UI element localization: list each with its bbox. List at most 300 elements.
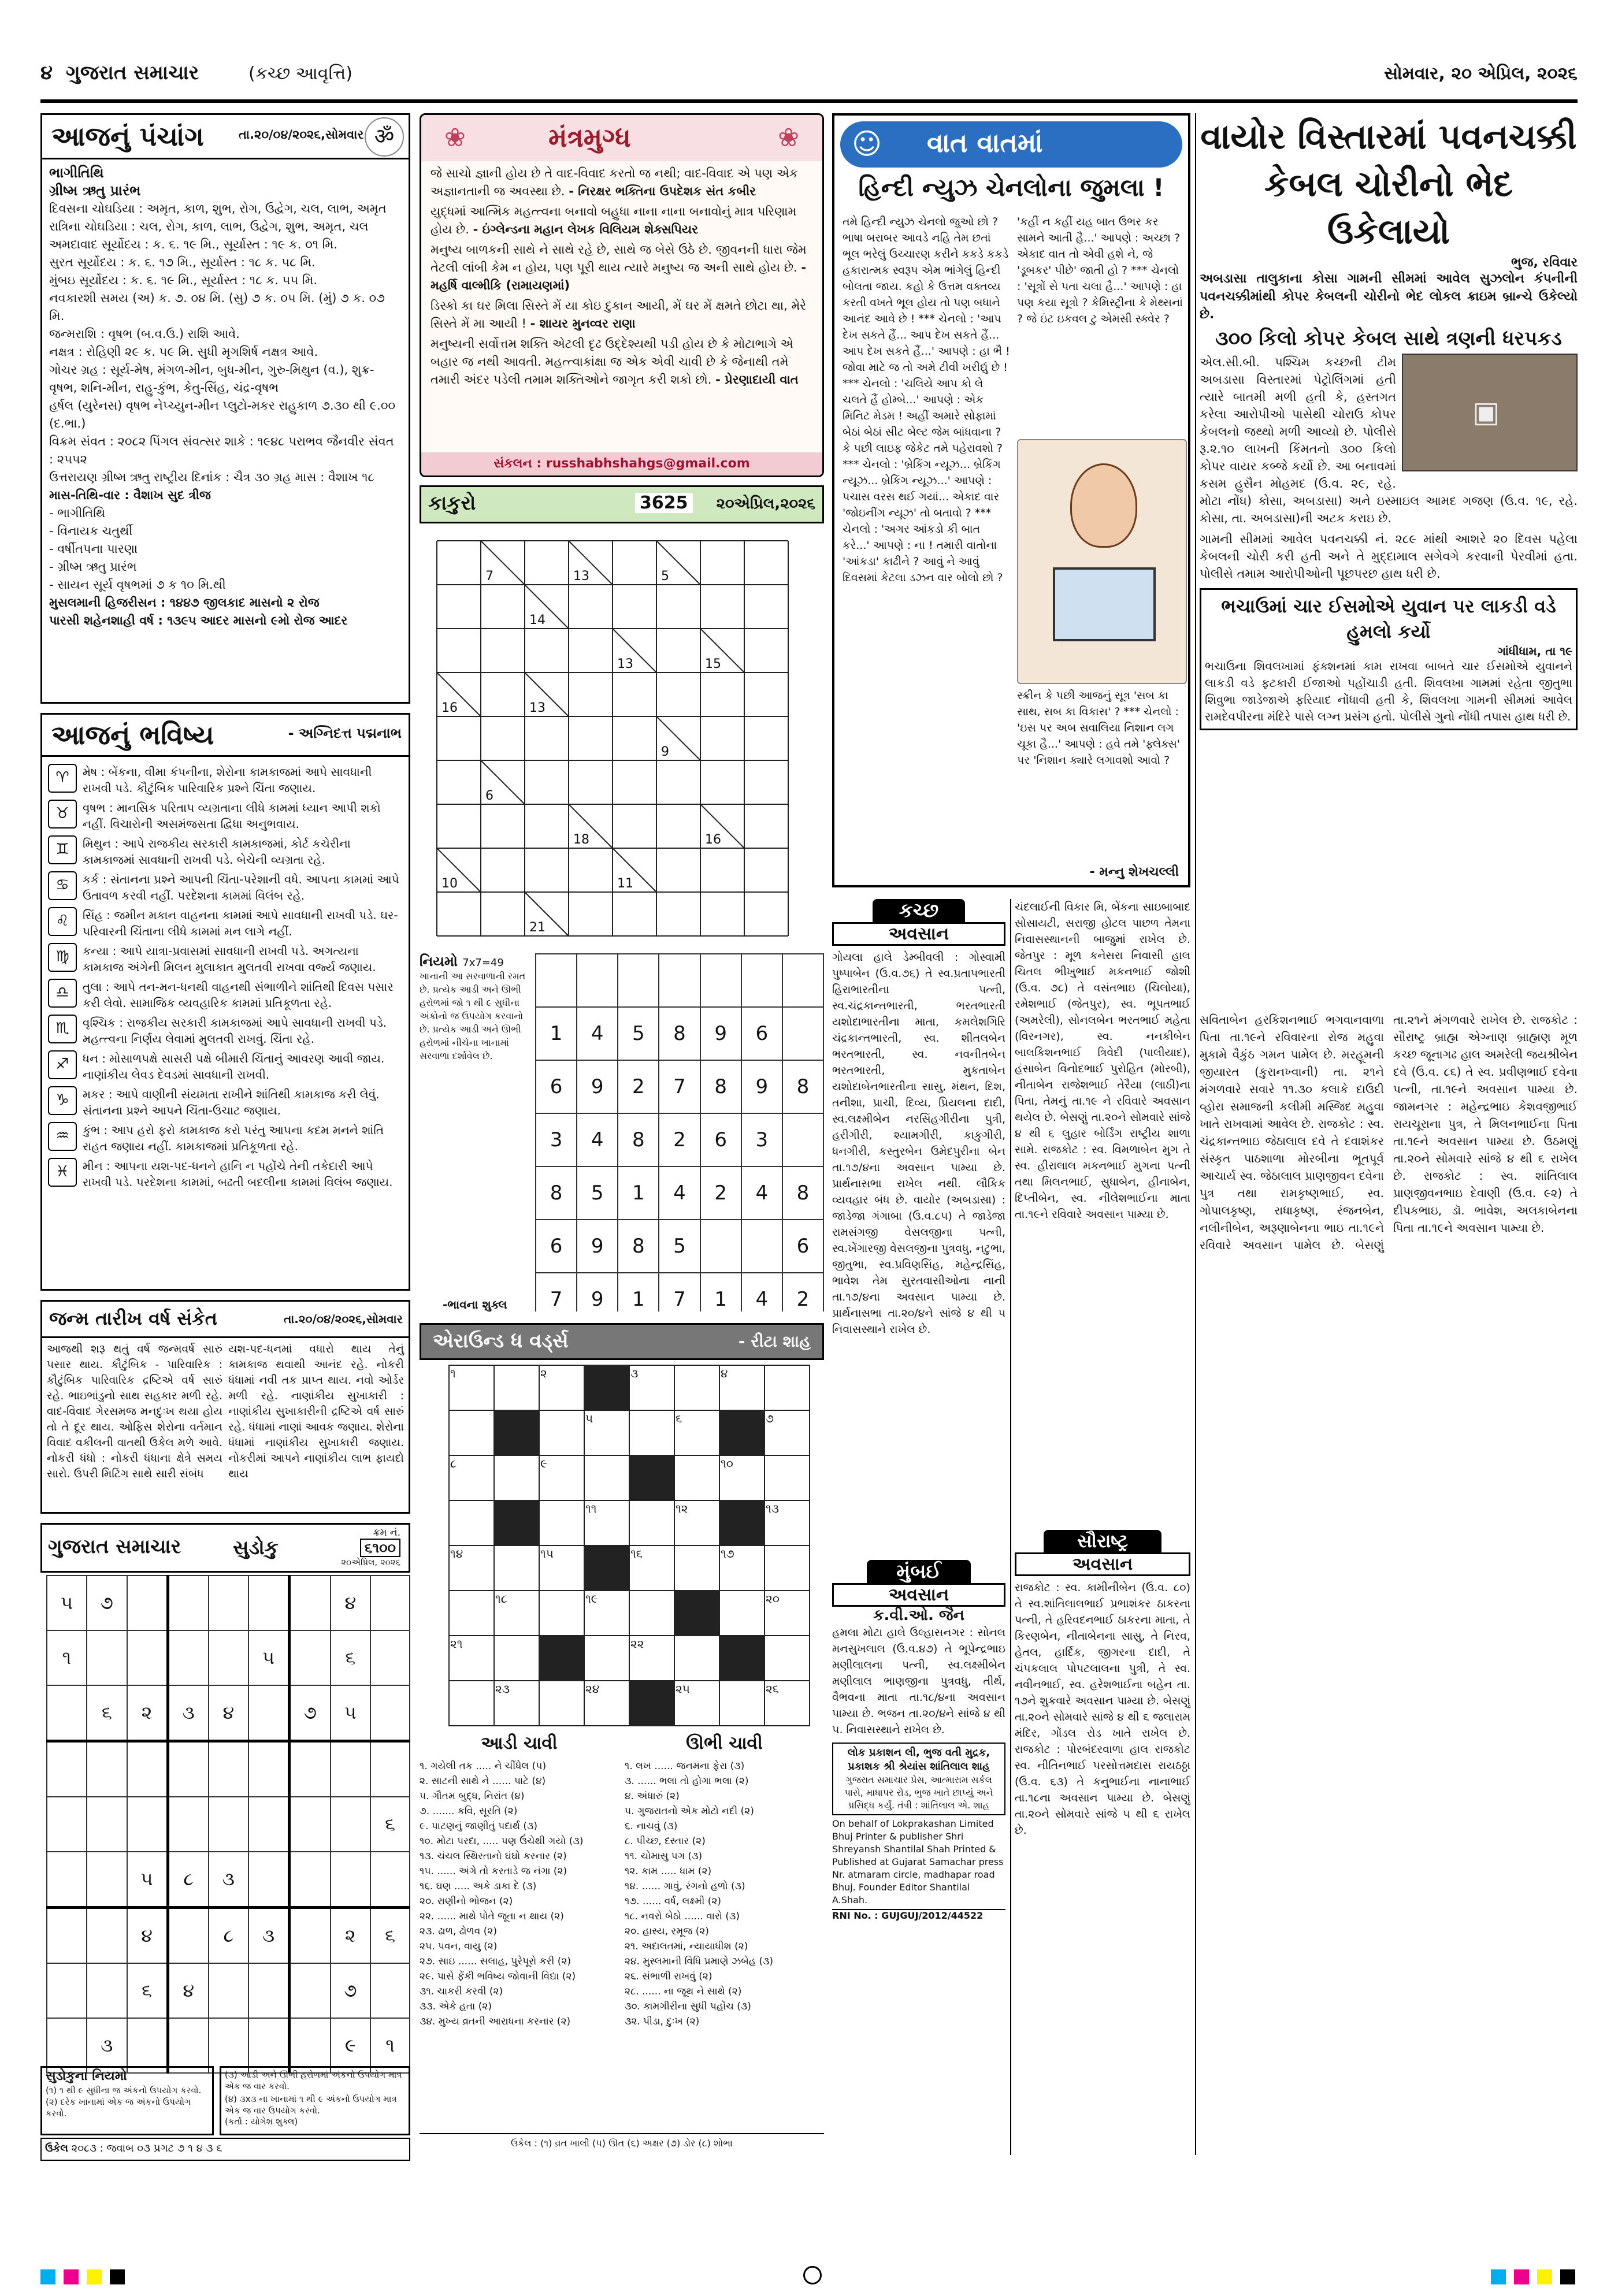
down-clue: ૬. નાચવું (૩): [625, 1821, 678, 1832]
nimbo-cell[interactable]: 2: [618, 1060, 659, 1113]
panchang-line: વિક્રમ સંવત : ૨૦૮૨ પિંગલ સંવત્સર શાકે : ૧૯૪૮ પરાભવ જૈનવીર સંવત : ૨૫૫૨: [49, 434, 394, 466]
nimbo-cell[interactable]: 4: [741, 1273, 782, 1312]
panchang-line: - વર્ષીતપના પારણા: [49, 542, 138, 556]
crossword-cell[interactable]: [765, 1545, 810, 1591]
sudoku-cell[interactable]: ૫: [127, 1852, 168, 1908]
crossword-cell[interactable]: [765, 1455, 810, 1500]
sudoku-cell[interactable]: [47, 1685, 87, 1741]
nimbo-cell[interactable]: [741, 954, 782, 1007]
sudoku-cell[interactable]: [47, 1963, 87, 2018]
nimbo-cell[interactable]: 7: [659, 1060, 700, 1113]
vaat-col1: તમે હિન્દી ન્યુઝ ચેનલો જુઓ છો ? ભાષા બરાબર આવડે નહિ તેમ છતાં ભૂલ ભરેલું ઉચ્ચારણ કરીને કકડે કકડે હકારાત્મક સ્વરૂપ એમ ભાંગેલું હિન્દી બોલતા જાય. કહો કે ઉત્તમ વક્તવ્ય કરતી વખતે ભૂલ હોય તો પણ બધાને આનંદ આવે છે ! *** ચેનલો : 'આપ દેખ સકતે હૈં... આપ દેખ સકતે હૈં... આપ દેખ સકતે હૈં...' આપણે : હા ભૈ ! જોવા માટે જ તો અમે ટીવી ખરીદ્યું છે ! *** ચેનલો : 'ચલિયે આપ કો લે ચલતે હૈં હોમ્બે...' આપણે : એક મિનિટ મેડમ ! અહીં અમારે સોફામાં બેઠાં બેઠાં સીટ બેલ્ટ જેમ બાંધવાના ? કે પછી લાઇફ જેકેટ તમે પહેરાવશો ? *** ચેનલો : 'બ્રેકિંગ ન્યૂઝ... બ્રેકિંગ ન્યૂઝ... બ્રેકિંગ ન્યૂઝ...' આપણે : પચાસ વરસ થઈ ગયાં... એકાદ વાર 'જોઇનીંગ ન્યૂઝ' તો બતાવો ? *** ચેનલો : 'અગર આંકડો કી બાત કરે...' આપણે : ના ! તમારી વાતોના 'આંકડા' કાઢીને ? આવું ને આવું દિવસમાં કેટલા ડઝન વાર બોલો છો ?: [843, 216, 1010, 584]
across-clue-list: [420, 1759, 619, 2029]
crossword-cell[interactable]: [539, 1681, 584, 1726]
nimbo-cell[interactable]: 6: [700, 1113, 741, 1166]
nimbo-title: નિયમો: [420, 953, 458, 969]
sudoku-cell[interactable]: [248, 2018, 290, 2073]
sudoku-cell[interactable]: [290, 1963, 331, 2018]
crossword-cell[interactable]: [494, 1636, 539, 1681]
nimbo-cell[interactable]: [536, 954, 577, 1007]
panchang-box: [40, 113, 410, 704]
sudoku-cell[interactable]: ૧: [47, 1630, 87, 1685]
nimbo-cell[interactable]: 8: [618, 1220, 659, 1273]
vaat-title: વાત વાતમાં: [927, 127, 1043, 158]
sudoku-row: [47, 2018, 410, 2073]
sudoku-cell[interactable]: [209, 2018, 248, 2073]
nimbo-cell[interactable]: [782, 1007, 823, 1060]
sudoku-cell[interactable]: ૧: [370, 2018, 410, 2073]
masthead-name: ગુજરાત સમાચાર: [66, 61, 199, 84]
sudoku-cell[interactable]: [87, 1963, 127, 2018]
sudoku-cell[interactable]: [331, 1741, 371, 1797]
kakuro-clue: 9: [661, 745, 669, 759]
bhavishya-box: [40, 713, 410, 1291]
nimbo-cell[interactable]: 4: [741, 1166, 782, 1220]
crossword-cell[interactable]: [494, 1365, 539, 1410]
sudoku-cell[interactable]: ૭: [331, 1963, 371, 2018]
rashi-text: વૃશ્ચિક : રાજકીય સરકારી કામકાજમાં આપે સાવધાની રાખવી પડે. મહત્ત્વના નિર્ણય લેવામાં મુલતવી રાખવું. ચિંતા રહે.: [83, 1016, 387, 1046]
crossword-cell[interactable]: [674, 1636, 719, 1681]
sudoku-cell[interactable]: [248, 1963, 290, 2018]
crossword-cell[interactable]: [449, 1455, 494, 1500]
kakuro-clue: 21: [529, 920, 545, 935]
quote-author: - પ્રેરણાદાયી વાત: [715, 373, 799, 387]
nimbo-cell[interactable]: [618, 954, 659, 1007]
kutch-tag: કચ્છ: [873, 899, 965, 922]
nimbo-cell[interactable]: 9: [700, 1007, 741, 1060]
crossword-cell[interactable]: [449, 1681, 494, 1726]
crossword-cell[interactable]: [449, 1636, 494, 1681]
crossword-number: ૨૧: [450, 1637, 463, 1651]
sudoku-cell[interactable]: ૩: [248, 1908, 290, 1964]
nimbo-cell[interactable]: 9: [577, 1273, 618, 1312]
sudoku-row: [47, 1741, 410, 1797]
crossword-cell[interactable]: [629, 1545, 674, 1591]
crossword-cell[interactable]: [719, 1591, 765, 1636]
down-clue: ૪. અંધારું (૨): [625, 1790, 680, 1802]
sudoku-solution: ૨૦૮૩ : જવાબ ૦૩ પ્રગટ ૭ ૧ ૪ ૩ ૬: [71, 2142, 222, 2154]
obit-right-text: સવિતાબેન હરકિશનભાઈ ભગવાનવાળા પિતા તા.૧૯ને રવિવારના રોજ મહુવા મુકામે વૈકુંઠ ગમન પામેલ છે. મરહૂમની જીયારત (કુરાનખ્વાની) તા. ૨૧ને મંગળવારે સવારે ૧૧.૩૦ કલાકે દાઉદી વ્હોરા સમાજની કલીમી મસ્જિદ મહુવા ખાતે રાખવામાં આવેલ છે. રાજકોટ : સ્વ. ચંદ્રકાન્તભાઇ જેઠાલાલ દવે તે દવાશંકર સંસ્કૃત પાઠશાળા મોરબીના ભૂતપૂર્વ આચાર્ય સ્વ. જેઠાલાલ પ્રાણજીવન દવેના પુત્ર તથા રામકૃષ્ણભાઈ, સ્વ. ગોપાલકૃષ્ણ, રાધાકૃષ્ણ, રંજનબેન, નલીનીબેન, અરૂણાબેનના ભાઇ તા.૧૯ને રવિવારે અવસાન પામેલ છે. બેસણું તા.૨૧ને મંગળવારે રાખેલ છે. રાજકોટ : સૌરાષ્ટ્ર બ્રાહ્મ એગ્નાણ બ્રાહ્મણ મૂળ કચ્છ જૂનાગઢ હાલ અમરેલી જયશ્રીબેન દવે (ઉ.વ. ૮૬) તે સ્વ. પ્રવીણભાઈ દવેના પત્ની, તા.૧૯ને અવસાન પામ્યા છે. જામનગર : મહેન્દ્રભાઇ કેશવજીભાઈ રાયચૂરાના પુત્ર, તે મિલનભાઈના પિતા તા.૧૯ને અવસાન પામ્યા છે. ઉઠમણું તા.૨૦ને સોમવારે સાંજે ૪ થી ૬ રાખેલ છે. રાજકોટ : સ્વ. શાંતિલાલ પ્રાણજીવનભાઇ દેવાણી (ઉ.વ. ૯૨) તે દીપકભાઇ, ડૉ. ભાવેશ, અલકાબેનના પિતા તા.૧૯ને અવસાન પામ્યા છે.: [1200, 1013, 1578, 1252]
sudoku-cell[interactable]: [331, 1852, 371, 1908]
registration-mark-icon: [1514, 2269, 1529, 2284]
crossword-cell[interactable]: [494, 1681, 539, 1726]
nimbo-cell[interactable]: 4: [659, 1166, 700, 1220]
sudoku-cell[interactable]: [248, 1576, 290, 1630]
sudoku-cell[interactable]: [290, 1630, 331, 1685]
header-date: સોમવાર, ૨૦ એપ્રિલ, ૨૦૨૬: [1384, 64, 1578, 84]
sudoku-row: [47, 1630, 410, 1685]
nimbo-cell[interactable]: 1: [618, 1273, 659, 1312]
sudoku-cell[interactable]: [290, 2018, 331, 2073]
rashi-item: [48, 1050, 403, 1083]
sudoku-cell[interactable]: ૪: [168, 1963, 209, 2018]
nimbo-cell[interactable]: [782, 954, 823, 1007]
across-clue: ૩૧. ચાકરી કરવી (૨): [420, 1986, 503, 1997]
crossword-block: [494, 1410, 539, 1455]
nimbo-cell[interactable]: [741, 1220, 782, 1273]
crossword-cell[interactable]: [539, 1591, 584, 1636]
crossword-cell[interactable]: [674, 1455, 719, 1500]
down-clue: ૩૦. કામગીરીના સુધી પહોંચ (૩): [625, 2001, 751, 2012]
across-clue: ૧૫. ...... અંગે તો કરતાડે જ નંગા (૨): [420, 1866, 567, 1877]
crossword-number: ૨૫: [676, 1682, 690, 1696]
nimbo-cell[interactable]: 9: [577, 1220, 618, 1273]
sudoku-cell[interactable]: [127, 1741, 168, 1797]
sudoku-cell[interactable]: [127, 1576, 168, 1630]
sudoku-cell[interactable]: ૪: [209, 1685, 248, 1741]
sudoku-cell[interactable]: [127, 1630, 168, 1685]
crossword-block: [629, 1681, 674, 1726]
nimbo-cell[interactable]: 3: [536, 1113, 577, 1166]
sudoku-cell[interactable]: [209, 1741, 248, 1797]
sudoku-cell[interactable]: ૬: [331, 1630, 371, 1685]
sudoku-cell[interactable]: [370, 1741, 410, 1797]
across-clue: ૧૬. ઘણ ..... અકે ડાકા દે (૩): [420, 1881, 537, 1892]
crossword-row: [449, 1545, 810, 1591]
panchang-line: - ભાગીતિથિ: [49, 506, 106, 520]
crossword-cell[interactable]: [765, 1500, 810, 1545]
crossword-cell[interactable]: [494, 1545, 539, 1591]
registration-mark-icon: [64, 2269, 79, 2284]
down-clue: ૨૦. હાસ્ય, રમૂજ (૨): [625, 1926, 709, 1937]
sudoku-cell[interactable]: [168, 1741, 209, 1797]
janma-date: તા.૨૦/૦૪/૨૦૨૬,સોમવાર: [284, 1312, 403, 1326]
sagittarius-icon: ♐: [48, 1050, 77, 1079]
sudoku-cell[interactable]: [168, 1630, 209, 1685]
nimbo-cell[interactable]: 1: [536, 1007, 577, 1060]
crossword-number: ૨૦: [766, 1592, 780, 1606]
crossword-cell[interactable]: [584, 1591, 629, 1636]
sudoku-cell[interactable]: [290, 1576, 331, 1630]
sudoku-cell[interactable]: ૭: [290, 1685, 331, 1741]
sudoku-row: [47, 1852, 410, 1908]
rashi-item: [48, 871, 403, 904]
across-clue: ૨૭. સાઇ ...... સલાહ, પુરેપૂરો કરી (૨): [420, 1956, 571, 1967]
sudoku-cell[interactable]: ૫: [47, 1576, 87, 1630]
sudoku-title: સુડોકુ: [233, 1536, 279, 1559]
nimbo-cell[interactable]: 1: [618, 1166, 659, 1220]
crossword-cell[interactable]: [539, 1410, 584, 1455]
crossword-cell[interactable]: [539, 1365, 584, 1410]
sudoku-cell[interactable]: [127, 2018, 168, 2073]
sudoku-cell[interactable]: [331, 1797, 371, 1852]
crossword-cell[interactable]: [584, 1500, 629, 1545]
crossword-cell[interactable]: [765, 1636, 810, 1681]
crossword-cell[interactable]: [449, 1365, 494, 1410]
panchang-line: નક્ષત્ર : રોહિણી ૨૯ ક. ૫૯ મિ. સુધી મૃગશિર્ષ નક્ષત્ર આવે.: [49, 345, 318, 359]
nimbo-cell[interactable]: 2: [700, 1166, 741, 1220]
panchang-line: ભાગીતિથિ: [49, 165, 104, 181]
crossword-number: ૧: [450, 1366, 456, 1380]
sudoku-cell[interactable]: ૩: [209, 1852, 248, 1908]
lotus-icon: ❀: [444, 123, 466, 153]
registration-strip: [0, 2242, 1618, 2296]
nimbo-cell[interactable]: 1: [700, 1273, 741, 1312]
nimbo-cell[interactable]: 4: [577, 1113, 618, 1166]
sudoku-cell[interactable]: [168, 2018, 209, 2073]
nimbo-cell[interactable]: [782, 1113, 823, 1166]
crossword-cell[interactable]: [629, 1636, 674, 1681]
sudoku-cell[interactable]: ૯: [331, 2018, 371, 2073]
nimbo-cell[interactable]: [700, 954, 741, 1007]
sudoku-cell[interactable]: [370, 1576, 410, 1630]
nimbo-cell[interactable]: 6: [782, 1220, 823, 1273]
crossword-number: ૫: [585, 1411, 593, 1425]
sudoku-cell[interactable]: [168, 1908, 209, 1964]
down-clue: ૧૪. ...... ગાવું, રંગનો હળો (૩): [625, 1881, 745, 1892]
sudoku-cell[interactable]: [370, 1852, 410, 1908]
crossword-cell[interactable]: [584, 1410, 629, 1455]
crossword-title: એરાઉન્ડ ધ વર્ડ્સ: [433, 1329, 569, 1353]
quote-text: જે સાચો જ્ઞાની હોય છે તે વાદ-વિવાદ કરતો જ નથી; વાદ-વિવાદ એ પણ એક અજ્ઞાનતાની જ અવસ્થા છે.: [431, 166, 798, 198]
sudoku-solution-label: ઉકેલ: [45, 2142, 68, 2154]
crossword-cell[interactable]: [674, 1500, 719, 1545]
nimbo-cell[interactable]: 8: [536, 1166, 577, 1220]
crossword-row: [449, 1410, 810, 1455]
rashi-text: મીન : આપના યશ-પદ-ધનને હાનિ ન પહોંચે તેની તકેદારી આપે રાખવી પડે. પરદેશના કામમાં, બઢતી બદલીના કામમાં વિલંબ જણાય.: [83, 1159, 393, 1189]
crossword-cell[interactable]: [674, 1410, 719, 1455]
bhachau-box: [1200, 588, 1578, 730]
rashi-text: મકર : આપે વાણીની સંયમતા રાખીને શાંતિથી કામકાજ કરી લેવું. સંતાનના પ્રશ્ને આપને ચિંતા-ઉચાટ જણાય.: [83, 1087, 380, 1117]
sudoku-cell[interactable]: ૩: [168, 1685, 209, 1741]
saurashtra-tag: સૌરાષ્ટ્ર: [1044, 1530, 1161, 1552]
nimbo-cell[interactable]: 2: [782, 1273, 823, 1312]
vaat-author: - મન્નુ શેખચલ્લી: [1089, 865, 1179, 879]
panchang-line: ગોચર ગ્રહ : સૂર્ય-મેષ, મંગળ-મીન, બુધ-મીન, ગુરુ-મિથુન (વ.), શુક્ર-વૃષભ, શનિ-મીન, રાહુ-કુંભ, કેતુ-સિંહ, ચંદ્ર-વૃષભ: [49, 363, 374, 395]
crossword-cell[interactable]: [674, 1681, 719, 1726]
sudoku-cell[interactable]: ૩: [87, 2018, 127, 2073]
sudoku-cell[interactable]: [248, 1741, 290, 1797]
wind-sub: ૩૦૦ કિલો કોપર કેબલ સાથે ત્રણની ધરપકડ: [1215, 327, 1562, 350]
sudoku-cell[interactable]: ૨: [331, 1908, 371, 1964]
mantra-quote: [431, 297, 813, 333]
mantra-title-band: [421, 115, 822, 161]
wind-intro: અબડાસા તાલુકાના કોસા ગામની સીમમાં આવેલ સુઝલોન કંપનીની પવનચક્કીમાંથી કોપર કેબલની ચોરીનો ભેદ લોકલ ક્રાઇમ બ્રાન્ચે ઉકેલ્યો છે.: [1200, 272, 1578, 322]
across-clue: ૯. પાટણનું જાણીતું પદાર્થ (૩): [420, 1821, 537, 1832]
sudoku-cell[interactable]: [209, 1797, 248, 1852]
nimbo-cell[interactable]: 7: [659, 1273, 700, 1312]
crossword-cell[interactable]: [765, 1591, 810, 1636]
sudoku-cell[interactable]: [87, 1630, 127, 1685]
crossword-cell[interactable]: [494, 1455, 539, 1500]
crossword-cell[interactable]: [449, 1410, 494, 1455]
nimbo-cell[interactable]: 3: [741, 1113, 782, 1166]
nimbo-cell[interactable]: 2: [659, 1113, 700, 1166]
sudoku-cell[interactable]: [47, 1908, 87, 1964]
vaat-subtitle: હિન્દી ન્યુઝ ચેનલોના જુમલા !: [858, 173, 1164, 202]
crossword-cell[interactable]: [674, 1545, 719, 1591]
nimbo-cell[interactable]: 6: [536, 1060, 577, 1113]
sudoku-cell[interactable]: [370, 1630, 410, 1685]
sudoku-cell[interactable]: ૫: [248, 1630, 290, 1685]
panchang-date: તા.૨૦/૦૪/૨૦૨૬,સોમવાર: [239, 128, 364, 142]
across-clue: ૧૩. ચંચલ સ્થિરતાનો ઘંઘો કરનાર (૨): [420, 1851, 567, 1862]
crossword-cell[interactable]: [719, 1545, 765, 1591]
sudoku-cell[interactable]: [47, 1741, 87, 1797]
nimbo-cell[interactable]: [577, 954, 618, 1007]
mumbai-tag: મુંબઈ: [867, 1560, 971, 1583]
crossword-number: ૧૪: [450, 1547, 463, 1561]
sudoku-cell[interactable]: [87, 1741, 127, 1797]
across-clue: ૩૪. મુખ્ય વ્રતની આરાધના કરનાર (૨): [420, 2016, 571, 2027]
crossword-cell[interactable]: [629, 1591, 674, 1636]
sudoku-cell[interactable]: [290, 1741, 331, 1797]
sudoku-cell[interactable]: ૫: [331, 1685, 371, 1741]
sudoku-cell[interactable]: ૪: [331, 1576, 371, 1630]
sudoku-cell[interactable]: [168, 1797, 209, 1852]
nimbo-cell[interactable]: 5: [659, 1220, 700, 1273]
sudoku-cell[interactable]: [209, 1576, 248, 1630]
sudoku-cell[interactable]: ૬: [370, 1797, 410, 1852]
across-clue: ૧. ગયેલી તક ..... ને ચીંધેલ (૫): [420, 1760, 547, 1772]
sudoku-rules-box: [40, 2066, 214, 2135]
crossword-cell[interactable]: [584, 1636, 629, 1681]
tv-icon: [1053, 567, 1156, 641]
sudoku-cell[interactable]: ૬: [370, 1908, 410, 1964]
nimbo-cell[interactable]: [700, 1220, 741, 1273]
panchang-line: - ગ્રીષ્મ ઋતુ પ્રારંભ: [49, 560, 137, 574]
page-header: [40, 55, 1578, 96]
quote-text: યુદ્ધમાં આત્મિક મહત્ત્વના બનાવો બહુધા નાના નાના બનાવોનું માત્ર પરિણામ હોય છે.: [431, 205, 797, 236]
libra-icon: ♎: [48, 979, 77, 1008]
sudoku-cell[interactable]: [209, 1963, 248, 2018]
crossword-cell[interactable]: [629, 1500, 674, 1545]
crossword-cell[interactable]: [539, 1455, 584, 1500]
kakuro-number: 3625: [635, 493, 693, 513]
kakuro-title-band: [420, 485, 824, 523]
crossword-cell[interactable]: [449, 1545, 494, 1591]
crossword-cell[interactable]: [539, 1500, 584, 1545]
obit-right-col: [1200, 1011, 1578, 2155]
sudoku-cell[interactable]: [290, 1852, 331, 1908]
kakuro-clue: 7: [485, 569, 493, 584]
crossword-block: [494, 1500, 539, 1545]
nimbo-cell[interactable]: 9: [577, 1060, 618, 1113]
sudoku-cell[interactable]: [47, 1852, 87, 1908]
nimbo-box: [420, 953, 824, 1312]
crossword-cell[interactable]: [765, 1365, 810, 1410]
nimbo-cell[interactable]: 5: [618, 1007, 659, 1060]
crossword-cell[interactable]: [584, 1681, 629, 1726]
rashi-item: [48, 943, 403, 975]
nimbo-cell[interactable]: 6: [741, 1007, 782, 1060]
crossword-cell[interactable]: [765, 1681, 810, 1726]
kutch-title: અવસાન: [832, 922, 1005, 946]
crossword-cell[interactable]: [765, 1410, 810, 1455]
crossword-cell[interactable]: [449, 1500, 494, 1545]
kakuro-clue: 13: [573, 569, 589, 584]
nimbo-cell[interactable]: 8: [700, 1060, 741, 1113]
registration-mark-icon: [40, 2269, 55, 2284]
sudoku-cell[interactable]: [290, 1908, 331, 1964]
nimbo-cell[interactable]: 5: [577, 1166, 618, 1220]
mantra-box: [420, 113, 824, 477]
publisher-notice: [832, 1743, 1005, 1815]
crossword-cell[interactable]: [539, 1545, 584, 1591]
crossword-cell[interactable]: [584, 1455, 629, 1500]
crossword-cell[interactable]: [719, 1681, 765, 1726]
sudoku-cell[interactable]: [290, 1797, 331, 1852]
crossword-cell[interactable]: [494, 1591, 539, 1636]
sudoku-cell[interactable]: [248, 1797, 290, 1852]
crossword-cell[interactable]: [719, 1455, 765, 1500]
sudoku-cell[interactable]: ૬: [127, 1963, 168, 2018]
nimbo-row: [536, 1007, 823, 1060]
crossword-cell[interactable]: [449, 1591, 494, 1636]
nimbo-row: [536, 954, 823, 1007]
sudoku-title-band: [40, 1523, 410, 1573]
nimbo-cell[interactable]: [659, 954, 700, 1007]
nimbo-cell[interactable]: 8: [618, 1113, 659, 1166]
cancer-icon: ♋: [48, 871, 77, 900]
quote-text: મનુષ્ય બાળકની સાથે ને સાથે રહે છે, સાથે જ બેસે ઉઠે છે. જીવનની ધારા જેમ તેટલી લાંબી કેમ ન હોય, પણ પૂરી થાય ત્યારે મનુષ્ય જ અની સાથે હોય છે.: [431, 243, 807, 274]
sudoku-cell[interactable]: [209, 1630, 248, 1685]
nimbo-cell[interactable]: 8: [782, 1060, 823, 1113]
sudoku-cell[interactable]: [87, 1908, 127, 1964]
sudoku-cell[interactable]: [87, 1797, 127, 1852]
pisces-icon: ♓: [48, 1158, 77, 1187]
sudoku-cell[interactable]: ૨: [127, 1685, 168, 1741]
sudoku-cell[interactable]: ૭: [87, 1576, 127, 1630]
down-clue: ૧૮. નવરો બેઠો ...... વારો (૩): [625, 1911, 740, 1922]
sudoku-cell[interactable]: [87, 1852, 127, 1908]
sudoku-cell[interactable]: [248, 1852, 290, 1908]
crossword-number: ૧૮: [495, 1592, 507, 1606]
crossword-number: ૧૭: [721, 1547, 734, 1561]
crossword-cell[interactable]: [629, 1410, 674, 1455]
mantra-list: [421, 161, 822, 395]
sudoku-cell[interactable]: [47, 2018, 87, 2073]
sudoku-cell[interactable]: [370, 1963, 410, 2018]
sudoku-cell[interactable]: [248, 1685, 290, 1741]
capricorn-icon: ♑: [48, 1086, 77, 1115]
sudoku-cell[interactable]: [370, 1685, 410, 1741]
nimbo-author: -ભાવના શુક્લ: [443, 1298, 507, 1312]
nimbo-title-row: [420, 953, 529, 969]
crossword-cell[interactable]: [674, 1365, 719, 1410]
sudoku-cell[interactable]: ૮: [209, 1908, 248, 1964]
quote-author: - મહર્ષિ વાલ્મીકિ (રામાયણમાં): [431, 261, 807, 292]
crossword-cell[interactable]: [719, 1365, 765, 1410]
nimbo-cell[interactable]: 8: [782, 1166, 823, 1220]
sudoku-credit: (કર્તા : યોગેશ શુક્લ): [225, 2116, 298, 2127]
crossword-number: ૧૫: [540, 1547, 554, 1561]
crossword-number: ૧૯: [585, 1592, 598, 1606]
crossword-number: ૧૨: [676, 1502, 688, 1515]
nimbo-cell[interactable]: 9: [741, 1060, 782, 1113]
quote-text: મનુષ્યની સર્વોત્તમ શક્તિ એટલી દૃઢ ઉદ્દેશ્યથી પડી હોય છે કે મોટાભાગે એ બહાર જ નથી આવતી. મહત્ત્વાકાંક્ષા જ એક એવી ચાવી છે કે જેનાથી તમે તમારી અંદર પડેલી તમામ શક્તિઓને જાગૃત કરી શકો છો.: [431, 337, 793, 387]
cartoon-illustration: [1017, 439, 1187, 684]
quote-author: - નિરક્ષર ભક્તિના ઉપદેશક સંત કબીર: [569, 184, 756, 198]
sudoku-cell[interactable]: ૬: [87, 1685, 127, 1741]
crossword-cell[interactable]: [629, 1365, 674, 1410]
nimbo-cell[interactable]: 8: [659, 1007, 700, 1060]
nimbo-cell[interactable]: 6: [536, 1220, 577, 1273]
panchang-line: અમદાવાદ સૂર્યોદય : ક. ૬. ૧૯ મિ., સૂર્યાસ્ત : ૧૯ ક. ૦૧ મિ.: [49, 237, 337, 251]
kakuro-grid: [425, 529, 818, 945]
nimbo-row: [536, 1273, 823, 1312]
sudoku-cell[interactable]: ૪: [127, 1908, 168, 1964]
sudoku-cell[interactable]: [127, 1797, 168, 1852]
virgo-icon: ♍: [48, 943, 77, 972]
rashi-text: મિથુન : આપે રાજકીય સરકારી કામકાજમાં, કોર્ટ કચેરીના કામકાજમાં સાવધાની રાખવી પડે. બેચેની વ્યગ્રતા રહે.: [83, 837, 351, 867]
sudoku-cell[interactable]: [47, 1797, 87, 1852]
sudoku-cell[interactable]: [168, 1576, 209, 1630]
nimbo-cell[interactable]: 7: [536, 1273, 577, 1312]
sudoku-cell[interactable]: ૮: [168, 1852, 209, 1908]
sudoku-date: ૨૦એપ્રિલ, ૨૦૨૬: [341, 1557, 400, 1567]
nimbo-cell[interactable]: 4: [577, 1007, 618, 1060]
